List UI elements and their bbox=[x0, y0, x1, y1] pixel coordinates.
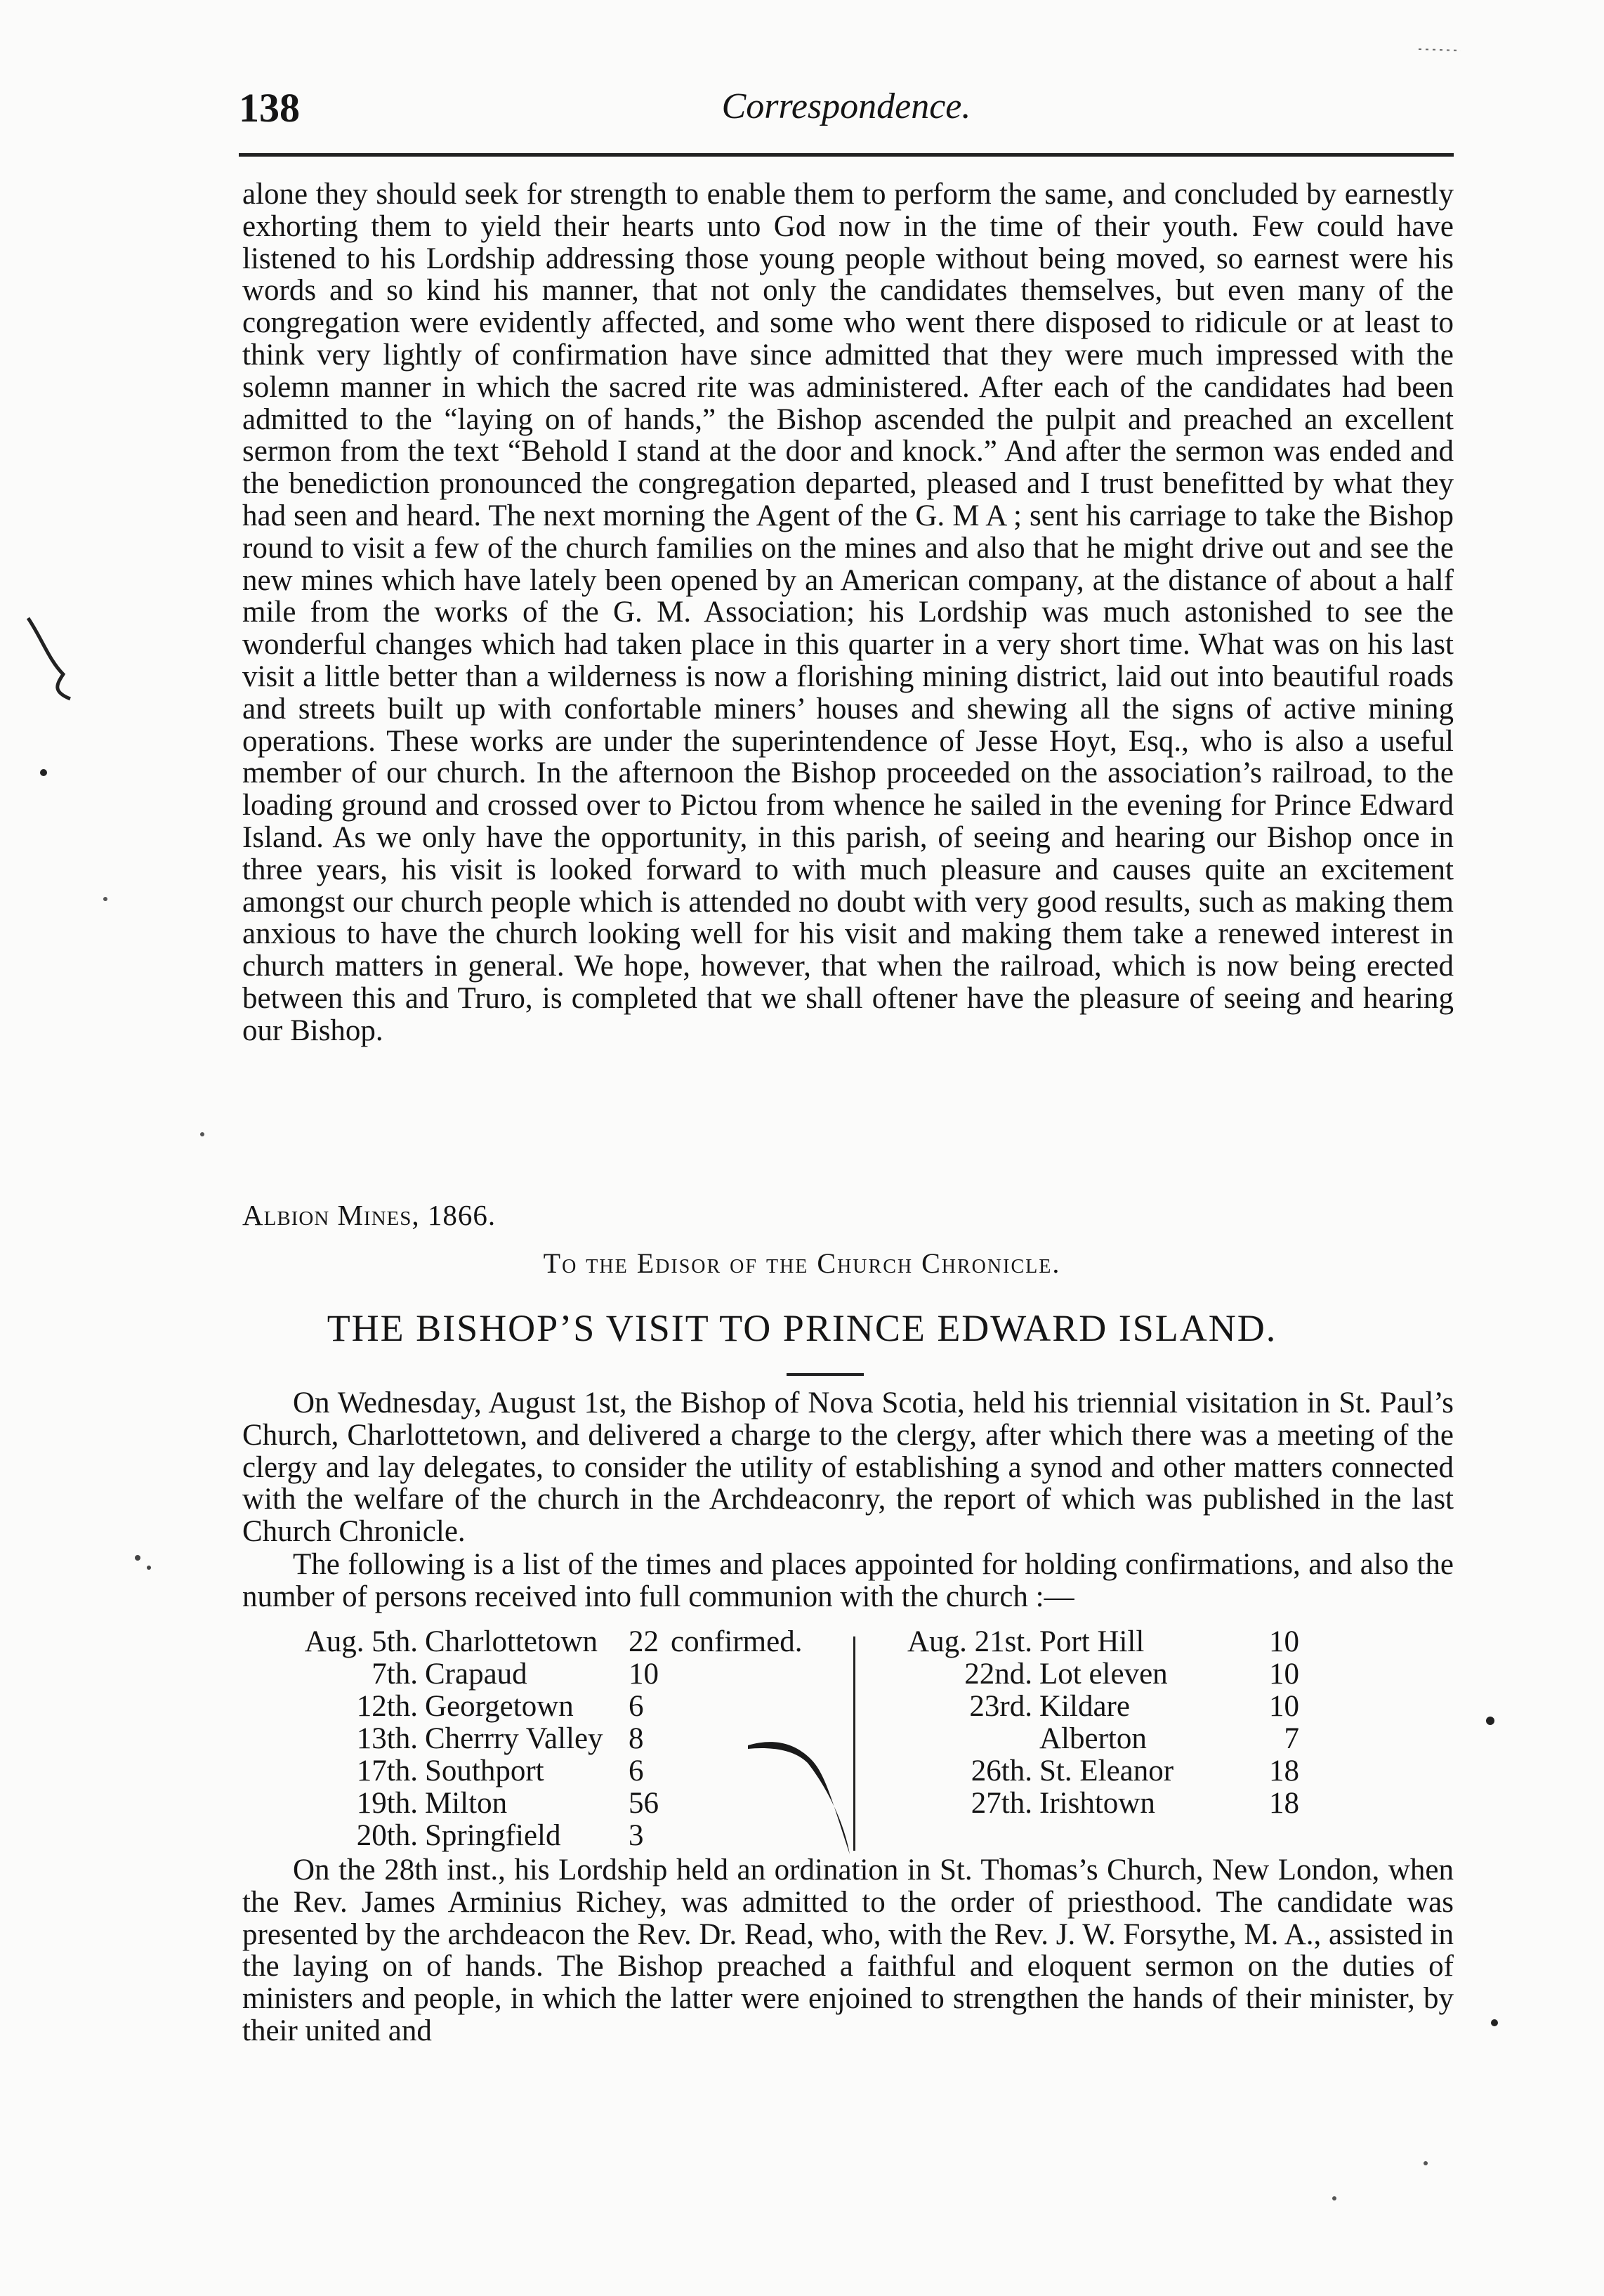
letter-address: To the Edisor of the Church Chronicle. bbox=[543, 1247, 1061, 1279]
count-cell: 10 bbox=[1269, 1690, 1299, 1723]
count-cell: 22 bbox=[629, 1625, 659, 1658]
dateline-signature: Albion Mines, 1866. bbox=[242, 1199, 497, 1231]
article-paragraph-4: On the 28th inst., his Lordship held an ordination in St. Thomas’s Church, New London, when the Rev. James Arminius Richey, was admitted to the order of priesthood. The candidate was presented by the archdeacon the Rev. Dr. Read, who, with the Rev. J. W. Forsythe, M. A., assisted in the laying on of hands. The Bishop preached a faithful and eloquent sermon on the duties of ministers and people, in which the latter were enjoined to strengthen the hands of their minister, by their united and bbox=[242, 1854, 1454, 2047]
count-cell: 18 bbox=[1269, 1787, 1299, 1820]
date-cell: 12th. bbox=[356, 1690, 418, 1723]
date-cell: 26th. bbox=[971, 1754, 1032, 1787]
page-number: 138 bbox=[239, 85, 300, 131]
place-cell: Alberton bbox=[1039, 1722, 1147, 1755]
page-header bbox=[239, 84, 1454, 147]
place-cell: Springfield bbox=[425, 1819, 561, 1852]
place-cell: Milton bbox=[425, 1787, 508, 1820]
place-cell: Lot eleven bbox=[1039, 1658, 1168, 1691]
place-cell: Southport bbox=[425, 1754, 544, 1787]
count-cell: 56 bbox=[629, 1787, 659, 1820]
place-cell: Cherrry Valley bbox=[425, 1722, 603, 1755]
place-cell: Crapaud bbox=[425, 1658, 527, 1691]
note-cell: confirmed. bbox=[671, 1625, 803, 1658]
count-cell: 6 bbox=[629, 1690, 644, 1723]
running-title: Correspondence. bbox=[721, 86, 971, 126]
date-cell: 27th. bbox=[971, 1787, 1032, 1820]
count-cell: 10 bbox=[1269, 1625, 1299, 1658]
date-cell: 7th. bbox=[372, 1658, 418, 1691]
date-cell: 19th. bbox=[356, 1787, 418, 1820]
ink-blot-scribble bbox=[744, 1731, 864, 1865]
place-cell: Port Hill bbox=[1039, 1625, 1145, 1658]
date-cell: 20th. bbox=[356, 1819, 418, 1852]
place-cell: Kildare bbox=[1039, 1690, 1130, 1723]
count-cell: 7 bbox=[1284, 1722, 1299, 1755]
place-cell: Irishtown bbox=[1039, 1787, 1155, 1820]
place-cell: Charlottetown bbox=[425, 1625, 598, 1658]
article-heading: THE BISHOP’S VISIT TO PRINCE EDWARD ISLAND. bbox=[327, 1307, 1277, 1349]
date-cell: Aug. 21st. bbox=[907, 1625, 1032, 1658]
date-cell: 22nd. bbox=[964, 1658, 1032, 1691]
article-paragraph-1: alone they should seek for strength to enable them to perform the same, and concluded by earnestly exhorting them to yield their hearts unto God now in the time of their youth. Few could have listened to his Lordship addressing those young people without being moved, so earnest were his words and so kind his manner, that not only the candidates themselves, but even many of the congregation were evidently affected, and some who went there disposed to ridicule or at least to think very lightly of confirmation have since admitted that they were much impressed with the solemn manner in which the sacred rite was administered. After each of the candidates had been admitted to the “laying on of hands,” the Bishop ascended the pulpit and preached an excellent sermon from the text “Behold I stand at the door and knock.” And after the sermon was ended and the benediction pronounced the congregation departed, pleased and I trust benefitted by what they had seen and heard. The next morning the Agent of the G. M A ; sent his carriage to take the Bishop round to visit a few of the church families on the mines and also that he might drive out and see the new mines which have lately been opened by an American company, at the distance of about a half mile from the works of the G. M. Association; his Lordship was much astonished to see the wonderful changes which had taken place in this quarter in a very short time. What was on his last visit a little better than a wilderness is now a florishing mining district, laid out into beautiful roads and streets built up with confortable miners’ houses and shewing all the signs of active mining operations. These works are under the superintendence of Jesse Hoyt, Esq., who is also a useful member of our church. In the afternoon the Bishop proceeded on the association’s railroad, to the loading ground and crossed over to Pictou from whence he sailed in the evening for Prince Edward Island. As we only have the opportunity, in this parish, of seeing and hearing our Bishop once in three years, his visit is looked forward to with much pleasure and causes quite an excitement amongst our church people which is attended no doubt with very good results, such as making them anxious to have the church looking well for his visit and making them take a renewed interest in church matters in general. We hope, however, that when the railroad, which is now being erected between this and Truro, is completed that we shall oftener have the pleasure of seeing and hearing our Bishop. bbox=[242, 178, 1454, 1047]
count-cell: 8 bbox=[629, 1722, 644, 1755]
header-rule bbox=[239, 153, 1454, 157]
date-cell: 23rd. bbox=[969, 1690, 1032, 1723]
place-cell: Georgetown bbox=[425, 1690, 574, 1723]
date-cell: 17th. bbox=[356, 1754, 418, 1787]
count-cell: 10 bbox=[629, 1658, 659, 1691]
article-paragraph-2: On Wednesday, August 1st, the Bishop of Nova Scotia, held his triennial visitation in St. Paul’s Church, Charlottetown, and delivered a charge to the clergy, after which there was a meeting of the clergy and lay delegates, to consider the utility of establishing a synod and other matters connected with the welfare of the church in the Archdeaconry, the report of which was published in the last Church Chronicle. bbox=[242, 1386, 1454, 1549]
article-paragraph-3: The following is a list of the times and places appointed for holding confirmations, and also the number of persons received into full communion with the church :— bbox=[242, 1548, 1454, 1613]
date-cell: Aug. 5th. bbox=[304, 1625, 418, 1658]
count-cell: 18 bbox=[1269, 1754, 1299, 1787]
count-cell: 6 bbox=[629, 1754, 644, 1787]
place-cell: St. Eleanor bbox=[1039, 1754, 1174, 1787]
count-cell: 10 bbox=[1269, 1658, 1299, 1691]
count-cell: 3 bbox=[629, 1819, 644, 1852]
date-cell: 13th. bbox=[356, 1722, 418, 1755]
heading-rule bbox=[787, 1373, 864, 1376]
